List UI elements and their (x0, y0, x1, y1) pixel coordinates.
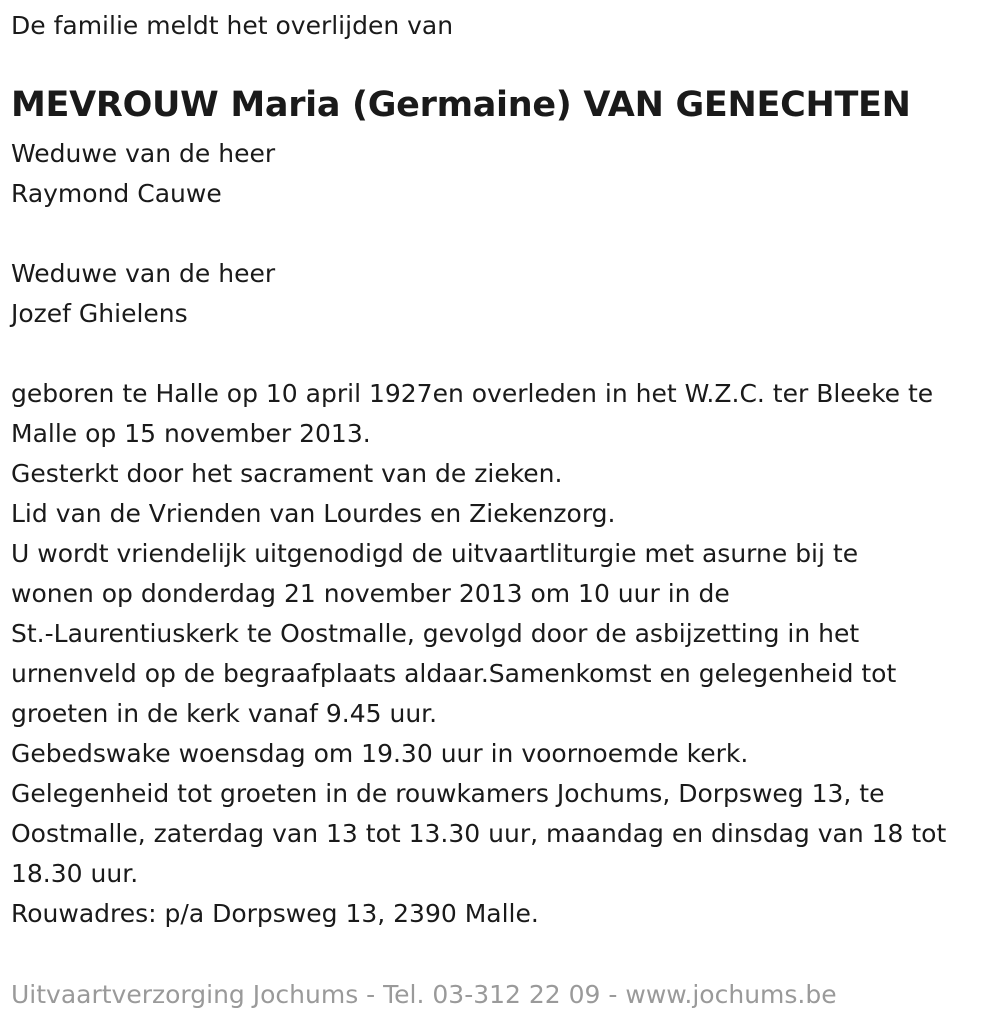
notice-details (11, 374, 946, 934)
detail-line: Gelegenheid tot groeten in de rouwkamers Jochums, Dorpsweg 13, te (11, 779, 885, 808)
spouse-block (11, 134, 275, 214)
detail-line: St.-Laurentiuskerk te Oostmalle, gevolgd door de asbijzetting in het (11, 619, 860, 648)
detail-line: geboren te Halle op 10 april 1927en overleden in het W.Z.C. ter Bleeke te (11, 379, 934, 408)
detail-line: U wordt vriendelijk uitgenodigd de uitvaartliturgie met asurne bij te (11, 539, 859, 568)
detail-line: Malle op 15 november 2013. (11, 419, 371, 448)
detail-line: Rouwadres: p/a Dorpsweg 13, 2390 Malle. (11, 899, 539, 928)
detail-line: Lid van de Vrienden van Lourdes en Ziekenzorg. (11, 499, 616, 528)
deceased-name: MEVROUW Maria (Germaine) VAN GENECHTEN (11, 85, 911, 125)
spouse-block (11, 254, 275, 334)
detail-line: groeten in de kerk vanaf 9.45 uur. (11, 699, 438, 728)
spouse-name: Jozef Ghielens (11, 299, 188, 328)
detail-line: Gesterkt door het sacrament van de zieken. (11, 459, 563, 488)
detail-line: Gebedswake woensdag om 19.30 uur in voornoemde kerk. (11, 739, 749, 768)
detail-line: 18.30 uur. (11, 859, 139, 888)
intro-text: De familie meldt het overlijden van (11, 11, 454, 40)
spouse-title: Weduwe van de heer (11, 139, 276, 168)
spouse-name: Raymond Cauwe (11, 179, 222, 208)
detail-line: urnenveld op de begraafplaats aldaar.Samenkomst en gelegenheid tot (11, 659, 897, 688)
detail-line: wonen op donderdag 21 november 2013 om 10 uur in de (11, 579, 730, 608)
funeral-home-footer: Uitvaartverzorging Jochums - Tel. 03-312 22 09 - www.jochums.be (11, 980, 837, 1009)
spouse-title: Weduwe van de heer (11, 259, 276, 288)
detail-line: Oostmalle, zaterdag van 13 tot 13.30 uur, maandag en dinsdag van 18 tot (11, 819, 947, 848)
